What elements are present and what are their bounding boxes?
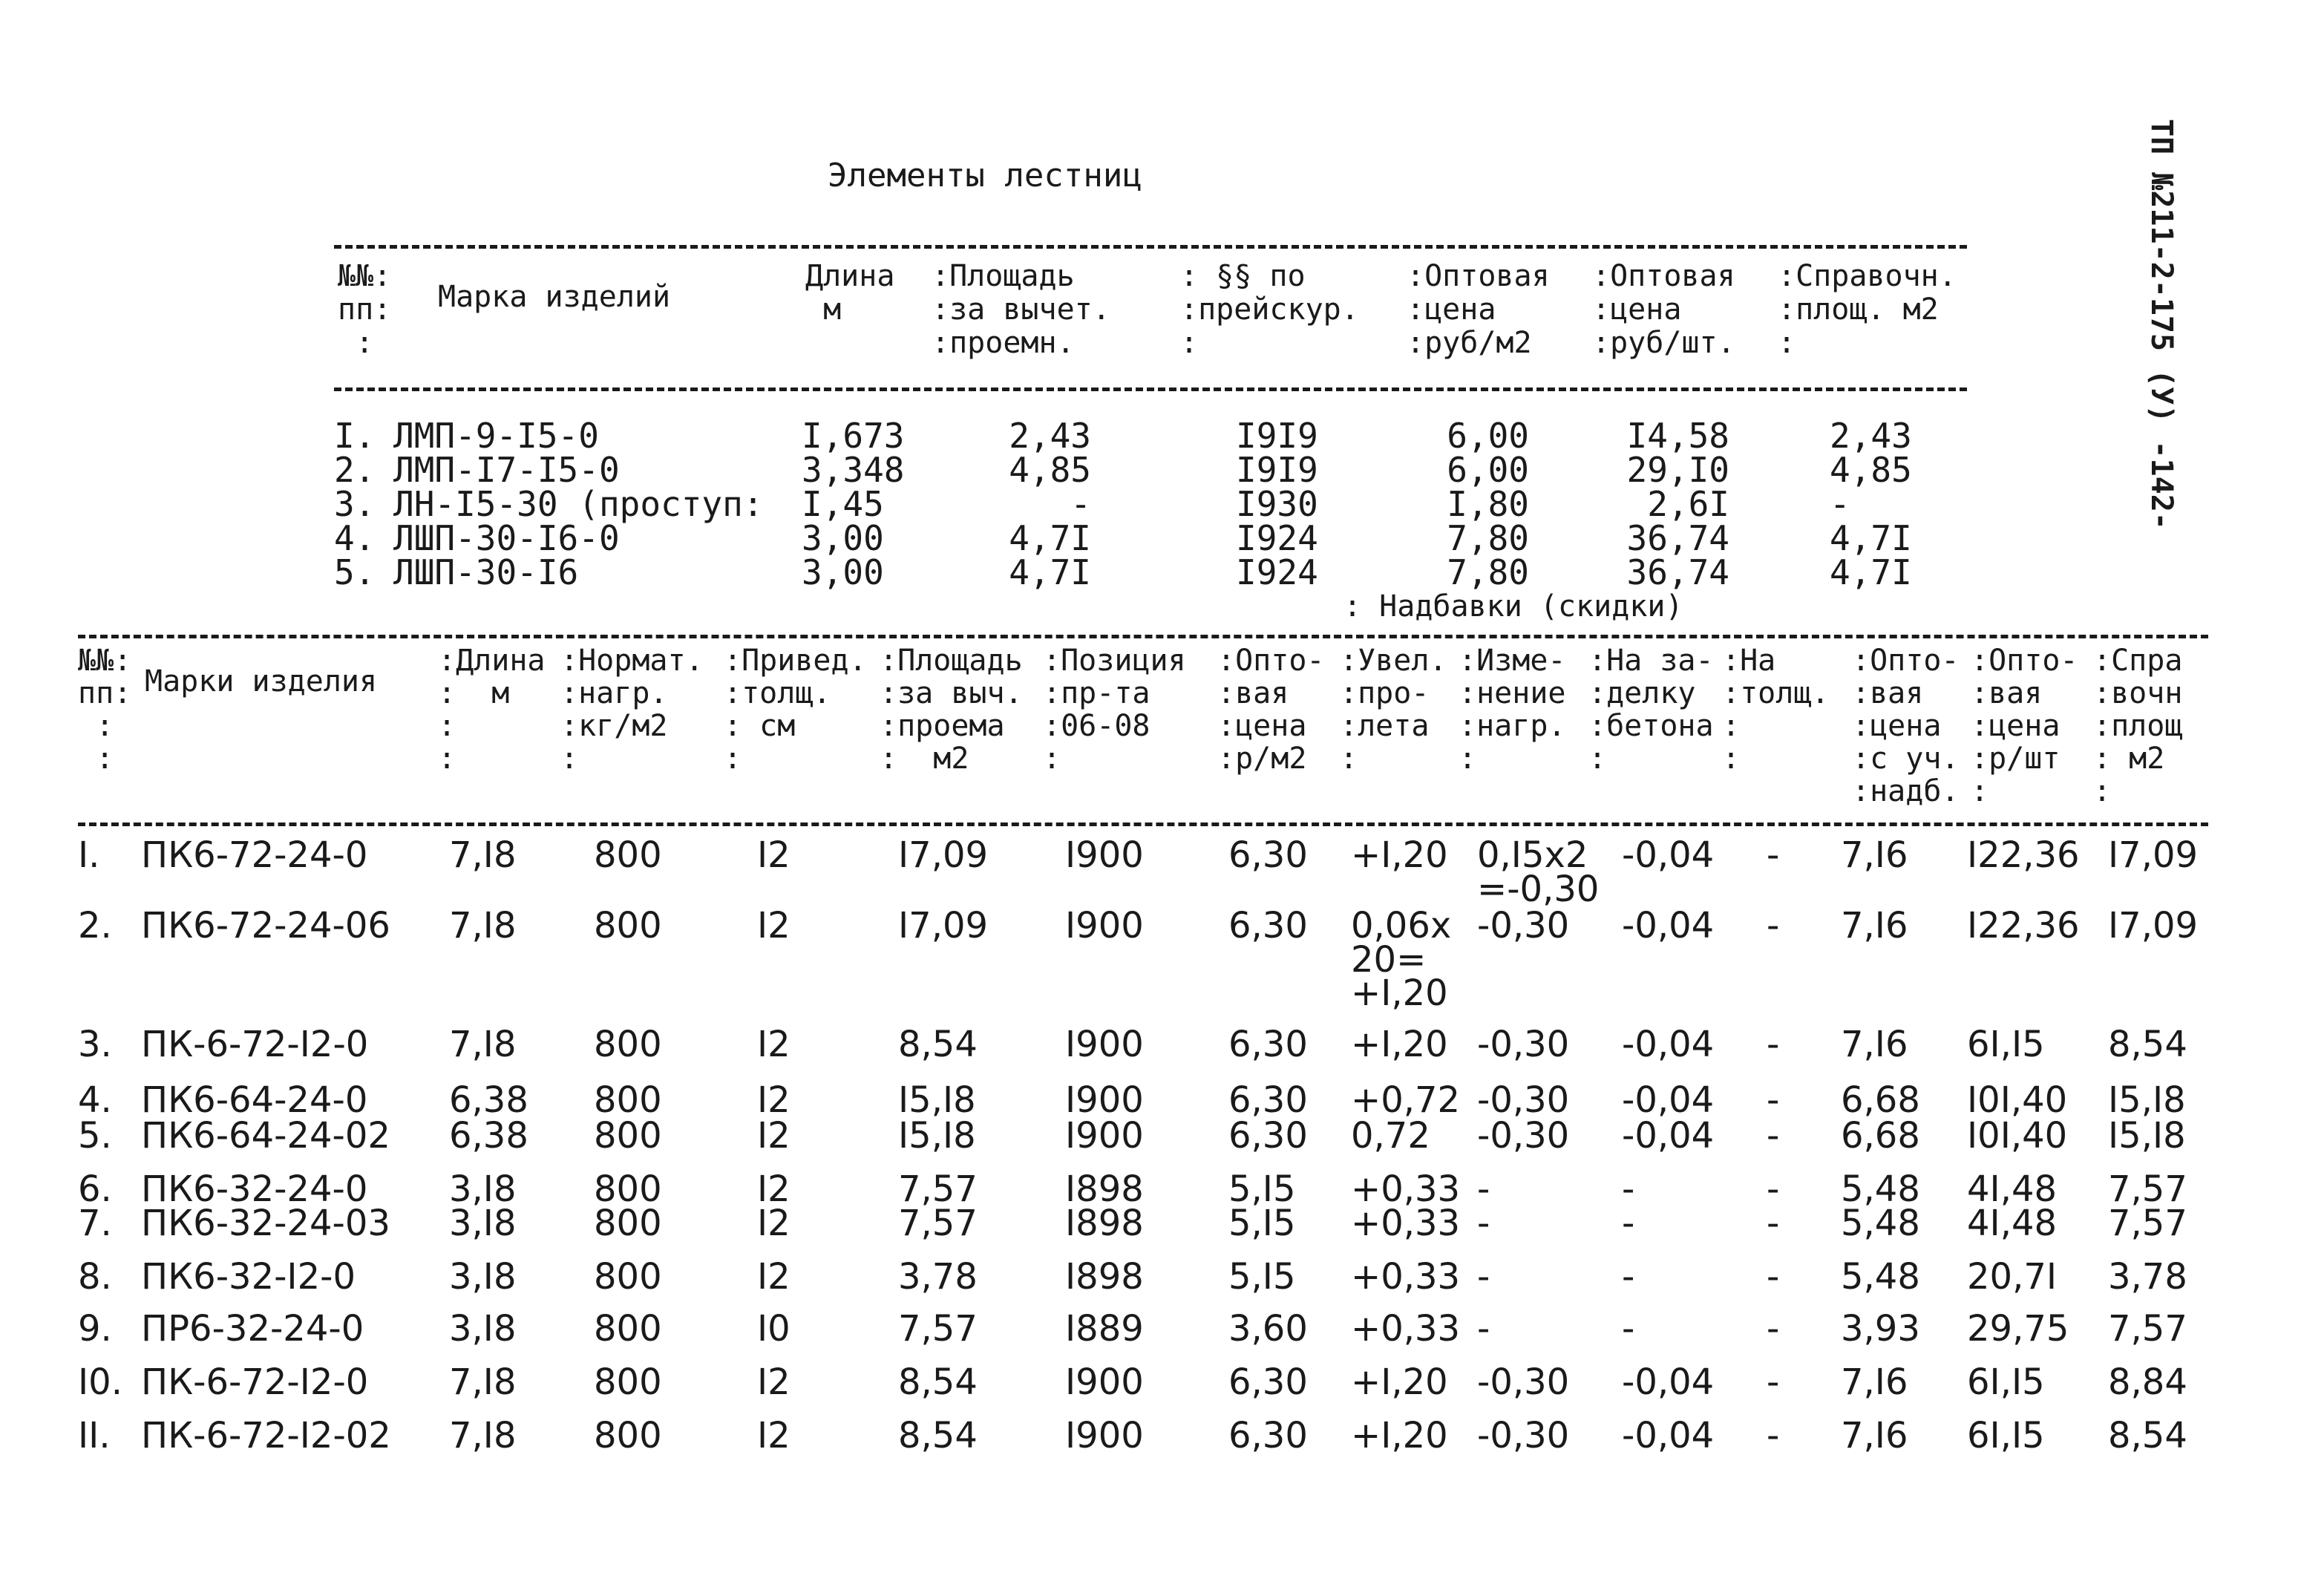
t2-cell-thickness: I2 [757, 905, 791, 946]
t2-cell-load: 800 [594, 1308, 662, 1350]
t2-cell-thick: - [1767, 1308, 1780, 1350]
t2-cell-price-pc: 4I,48 [1967, 1168, 2058, 1210]
t2-cell-area: 3,78 [898, 1256, 978, 1298]
t2-cell-ref-area: 7,57 [2108, 1168, 2187, 1210]
t2-cell-load: 800 [594, 1168, 662, 1210]
t2-cell-load-change: 0,I5x2 =-0,30 [1477, 834, 1600, 910]
t2-cell-price: 5,I5 [1228, 1256, 1296, 1298]
col2-price-pc: :Опто- :вая :цена :р/шт : [1971, 644, 2078, 808]
t2-cell-num: 7. [78, 1203, 112, 1244]
t2-cell-load-change: - [1477, 1168, 1490, 1210]
t2-cell-price-adj: 5,48 [1841, 1168, 1920, 1210]
t1-cell-price-m2: 6,00 [1447, 450, 1529, 490]
t2-cell-ref-area: I7,09 [2108, 905, 2199, 946]
t2-cell-num: 8. [78, 1256, 112, 1298]
t1-cell-price-m2: I,80 [1447, 484, 1529, 524]
t1-cell-price-m2: 7,80 [1447, 518, 1529, 558]
t2-cell-thick: - [1767, 834, 1780, 876]
t2-cell-ref-area: I5,I8 [2108, 1079, 2186, 1121]
t2-cell-length: 6,38 [449, 1079, 528, 1121]
t2-cell-mark: ПК-6-72-I2-02 [141, 1415, 391, 1456]
t1-cell-area: 4,7I [1009, 518, 1091, 558]
t2-cell-load: 800 [594, 905, 662, 946]
t1-cell-paragraph: I930 [1236, 484, 1318, 524]
t2-cell-num: II. [78, 1415, 111, 1456]
col2-span: :Увел. :про- :лета : [1340, 644, 1447, 776]
t2-cell-load: 800 [594, 1079, 662, 1121]
col-mark: Марка изделий [438, 280, 671, 314]
page-title: Элементы лестниц [828, 157, 1142, 194]
t1-cell-paragraph: I9I9 [1236, 450, 1318, 490]
col2-length: :Длина : м : : [438, 644, 546, 776]
t1-cell-length: 3,00 [802, 552, 884, 592]
t1-cell-area: - [1070, 484, 1091, 524]
t2-cell-span: 0,06x 20= +I,20 [1351, 905, 1452, 1015]
t2-cell-num: 3. [78, 1024, 112, 1065]
t2-cell-length: 6,38 [449, 1115, 528, 1157]
t2-cell-num: 4. [78, 1079, 112, 1121]
t2-cell-thick: - [1767, 1256, 1780, 1298]
t2-cell-area: I7,09 [898, 834, 989, 876]
t2-cell-length: 7,I8 [449, 834, 517, 876]
t2-cell-thickness: I2 [757, 1024, 791, 1065]
t2-cell-position: I900 [1065, 1079, 1144, 1121]
t2-cell-area: 7,57 [898, 1308, 978, 1350]
t1-cell-ref-area: 4,7I [1830, 518, 1912, 558]
t1-cell-ref-area: 4,85 [1830, 450, 1912, 490]
t2-cell-price-adj: 7,I6 [1841, 1024, 1908, 1065]
t1-cell-paragraph: I9I9 [1236, 416, 1318, 456]
t2-cell-mark: ПР6-32-24-0 [141, 1308, 364, 1350]
t2-cell-load: 800 [594, 1361, 662, 1403]
t1-cell-num: 3. [334, 484, 376, 524]
t2-cell-price: 5,I5 [1228, 1203, 1296, 1244]
t2-cell-price: 3,60 [1228, 1308, 1308, 1350]
t2-cell-load-change: -0,30 [1477, 1079, 1570, 1121]
t2-cell-concrete: -0,04 [1622, 905, 1715, 946]
t2-cell-price-pc: I0I,40 [1967, 1115, 2068, 1157]
t1-cell-mark: ЛШП-30-I6 [393, 552, 579, 592]
t2-cell-price-pc: 6I,I5 [1967, 1024, 2045, 1065]
t2-cell-load: 800 [594, 1115, 662, 1157]
t2-cell-position: I900 [1065, 1115, 1144, 1157]
t2-cell-length: 3,I8 [449, 1203, 517, 1244]
t2-cell-price-pc: 29,75 [1967, 1308, 2069, 1350]
t2-cell-thickness: I2 [757, 834, 791, 876]
document-code: ТП №211-2-175 (У) -142- [2144, 119, 2179, 530]
t1-cell-price-pc: 29,I0 [1626, 450, 1729, 490]
t2-cell-position: I900 [1065, 834, 1144, 876]
t2-cell-thickness: I2 [757, 1415, 791, 1456]
t1-cell-length: I,673 [802, 416, 905, 456]
t2-cell-mark: ПК6-72-24-06 [141, 905, 390, 946]
t2-cell-load-change: -0,30 [1477, 1115, 1570, 1157]
t2-cell-price-adj: 7,I6 [1841, 834, 1908, 876]
t2-cell-concrete: - [1622, 1203, 1635, 1244]
t1-cell-price-m2: 6,00 [1447, 416, 1529, 456]
t2-cell-price-adj: 7,I6 [1841, 1361, 1908, 1403]
t2-cell-price-pc: I22,36 [1967, 905, 2080, 946]
t2-cell-load: 800 [594, 834, 662, 876]
t2-cell-price: 6,30 [1228, 1361, 1308, 1403]
t2-cell-area: I7,09 [898, 905, 989, 946]
t2-cell-num: 5. [78, 1115, 112, 1157]
t1-cell-length: 3,348 [802, 450, 905, 490]
t2-cell-concrete: -0,04 [1622, 1115, 1715, 1157]
t2-cell-price-pc: I22,36 [1967, 834, 2080, 876]
t2-cell-thick: - [1767, 1115, 1780, 1157]
col2-thickness: :Привед. :толщ. : см : [724, 644, 867, 776]
t2-cell-span: +0,33 [1351, 1308, 1461, 1350]
t2-cell-mark: ПК6-32-I2-0 [141, 1256, 356, 1298]
t2-cell-thickness: I2 [757, 1168, 791, 1210]
t2-cell-position: I900 [1065, 1024, 1144, 1065]
t2-cell-price-pc: 6I,I5 [1967, 1361, 2045, 1403]
t1-cell-ref-area: - [1830, 484, 1850, 524]
t1-cell-paragraph: I924 [1236, 552, 1318, 592]
t2-cell-length: 7,I8 [449, 1361, 517, 1403]
t2-cell-area: I5,I8 [898, 1079, 976, 1121]
t2-cell-load: 800 [594, 1203, 662, 1244]
t2-cell-concrete: -0,04 [1622, 1415, 1715, 1456]
t1-cell-ref-area: 4,7I [1830, 552, 1912, 592]
t2-cell-price-adj: 5,48 [1841, 1256, 1920, 1298]
t2-cell-load-change: -0,30 [1477, 1024, 1570, 1065]
t2-cell-thick: - [1767, 1168, 1780, 1210]
t2-cell-area: 8,54 [898, 1361, 978, 1403]
t2-cell-mark: ПК6-64-24-02 [141, 1115, 390, 1157]
t2-cell-load-change: - [1477, 1203, 1490, 1244]
t2-cell-span: +I,20 [1351, 1024, 1448, 1065]
t2-cell-concrete: - [1622, 1168, 1635, 1210]
t2-cell-load: 800 [594, 1415, 662, 1456]
t2-cell-price-pc: 4I,48 [1967, 1203, 2058, 1244]
col-paragraph: : §§ по :прейскур. : [1180, 259, 1359, 360]
t2-cell-concrete: -0,04 [1622, 1024, 1715, 1065]
t2-cell-thick: - [1767, 1361, 1780, 1403]
table1-top-rule [334, 245, 1967, 249]
t1-cell-area: 4,85 [1009, 450, 1091, 490]
col2-position: :Позиция :пр-та :06-08 : [1043, 644, 1186, 776]
t1-cell-length: 3,00 [802, 518, 884, 558]
t2-cell-span: +I,20 [1351, 834, 1448, 876]
surcharges-label: : Надбавки (скидки) [1343, 589, 1683, 624]
col-area: :Площадь :за вычет. :проемн. [932, 259, 1110, 360]
col2-price-adj: :Опто- :вая :цена :с уч. :надб. [1852, 644, 1960, 808]
t2-cell-ref-area: I7,09 [2108, 834, 2199, 876]
t2-cell-area: 7,57 [898, 1203, 978, 1244]
col-price-m2: :Оптовая :цена :руб/м2 [1407, 259, 1550, 360]
t2-cell-length: 3,I8 [449, 1256, 517, 1298]
t2-cell-position: I900 [1065, 905, 1144, 946]
t2-cell-length: 3,I8 [449, 1308, 517, 1350]
t2-cell-thickness: I2 [757, 1361, 791, 1403]
t2-cell-ref-area: 8,84 [2108, 1361, 2187, 1403]
t2-cell-price-adj: 7,I6 [1841, 1415, 1908, 1456]
col2-load: :Нормат. :нагр. :кг/м2 : [560, 644, 704, 776]
t2-cell-thickness: I2 [757, 1203, 791, 1244]
t1-cell-price-pc: 36,74 [1626, 552, 1729, 592]
t2-cell-price-adj: 6,68 [1841, 1079, 1920, 1121]
t1-cell-num: 5. [334, 552, 376, 592]
t1-cell-price-pc: 2,6I [1647, 484, 1729, 524]
t1-cell-price-pc: 36,74 [1626, 518, 1729, 558]
t2-cell-price-pc: I0I,40 [1967, 1079, 2068, 1121]
t2-cell-mark: ПК-6-72-I2-0 [141, 1024, 369, 1065]
col2-area: :Площадь :за выч. :проема : м2 [880, 644, 1023, 776]
t2-cell-area: 7,57 [898, 1168, 978, 1210]
col2-ref-area: :Спра :вочн :площ : м2 : [2093, 644, 2183, 808]
col-length: Длина м [805, 259, 895, 327]
t2-cell-mark: ПК6-32-24-0 [141, 1168, 368, 1210]
t2-cell-span: +I,20 [1351, 1415, 1448, 1456]
t2-cell-load-change: -0,30 [1477, 1361, 1570, 1403]
table2-header-rule [78, 822, 2208, 826]
t2-cell-ref-area: 7,57 [2108, 1203, 2187, 1244]
t2-cell-price-pc: 20,7I [1967, 1256, 2058, 1298]
t2-cell-concrete: -0,04 [1622, 834, 1715, 876]
t2-cell-price: 6,30 [1228, 1115, 1308, 1157]
t2-cell-ref-area: 8,54 [2108, 1024, 2187, 1065]
col-price-pc: :Оптовая :цена :руб/шт. [1592, 259, 1735, 360]
col2-thick: :На :толщ. : : [1722, 644, 1830, 776]
t2-cell-mark: ПК6-72-24-0 [141, 834, 368, 876]
col2-num: №№: пп: : : [78, 644, 132, 776]
t2-cell-price: 6,30 [1228, 1079, 1308, 1121]
t2-cell-mark: ПК-6-72-I2-0 [141, 1361, 369, 1403]
t2-cell-num: 9. [78, 1308, 112, 1350]
t2-cell-length: 3,I8 [449, 1168, 517, 1210]
t2-cell-ref-area: 7,57 [2108, 1308, 2187, 1350]
t1-cell-mark: ЛМП-I7-I5-0 [393, 450, 620, 490]
t2-cell-concrete: - [1622, 1256, 1635, 1298]
t2-cell-position: I900 [1065, 1361, 1144, 1403]
t2-cell-area: 8,54 [898, 1415, 978, 1456]
col-num: №№: пп: : [338, 259, 392, 360]
t2-cell-load: 800 [594, 1024, 662, 1065]
t2-cell-concrete: - [1622, 1308, 1635, 1350]
t2-cell-load-change: - [1477, 1308, 1490, 1350]
t2-cell-position: I898 [1065, 1256, 1144, 1298]
col-ref-area: :Справочн. :площ. м2 : [1778, 259, 1957, 360]
t2-cell-span: +0,33 [1351, 1168, 1461, 1210]
t2-cell-position: I889 [1065, 1308, 1144, 1350]
t2-cell-num: 6. [78, 1168, 112, 1210]
t1-cell-area: 4,7I [1009, 552, 1091, 592]
col2-load-change: :Изме- :нение :нагр. : [1459, 644, 1566, 776]
t2-cell-area: 8,54 [898, 1024, 978, 1065]
t2-cell-thick: - [1767, 1203, 1780, 1244]
t2-cell-thickness: I2 [757, 1079, 791, 1121]
t2-cell-ref-area: I5,I8 [2108, 1115, 2186, 1157]
t2-cell-price: 6,30 [1228, 834, 1308, 876]
t1-cell-area: 2,43 [1009, 416, 1091, 456]
t2-cell-ref-area: 8,54 [2108, 1415, 2187, 1456]
t2-cell-concrete: -0,04 [1622, 1079, 1715, 1121]
t2-cell-length: 7,I8 [449, 1415, 517, 1456]
t1-cell-num: 2. [334, 450, 376, 490]
t1-cell-ref-area: 2,43 [1830, 416, 1912, 456]
t2-cell-span: 0,72 [1351, 1115, 1430, 1157]
t2-cell-price-adj: 3,93 [1841, 1308, 1920, 1350]
t2-cell-thick: - [1767, 1079, 1780, 1121]
t2-cell-position: I898 [1065, 1168, 1144, 1210]
t2-cell-thickness: I0 [757, 1308, 791, 1350]
t1-cell-mark: ЛН-I5-30 (проступ: [393, 484, 764, 524]
t2-cell-load-change: -0,30 [1477, 1415, 1570, 1456]
t2-cell-thick: - [1767, 905, 1780, 946]
t2-cell-price: 5,I5 [1228, 1168, 1296, 1210]
t2-cell-price-pc: 6I,I5 [1967, 1415, 2045, 1456]
t1-cell-num: I. [334, 416, 376, 456]
table2-top-rule [78, 635, 2208, 638]
t2-cell-span: +I,20 [1351, 1361, 1448, 1403]
t2-cell-num: 2. [78, 905, 112, 946]
t2-cell-num: I. [78, 834, 100, 876]
t2-cell-price: 6,30 [1228, 1415, 1308, 1456]
col2-mark: Марки изделия [145, 664, 378, 699]
t2-cell-concrete: -0,04 [1622, 1361, 1715, 1403]
t1-cell-paragraph: I924 [1236, 518, 1318, 558]
t2-cell-num: I0. [78, 1361, 122, 1403]
t2-cell-price-adj: 7,I6 [1841, 905, 1908, 946]
t2-cell-price-adj: 5,48 [1841, 1203, 1920, 1244]
t2-cell-load: 800 [594, 1256, 662, 1298]
t2-cell-position: I898 [1065, 1203, 1144, 1244]
t2-cell-thickness: I2 [757, 1256, 791, 1298]
t2-cell-thickness: I2 [757, 1115, 791, 1157]
t2-cell-thick: - [1767, 1415, 1780, 1456]
t2-cell-length: 7,I8 [449, 1024, 517, 1065]
t2-cell-area: I5,I8 [898, 1115, 976, 1157]
t2-cell-price-adj: 6,68 [1841, 1115, 1920, 1157]
table1-header-rule [334, 387, 1967, 391]
t1-cell-num: 4. [334, 518, 376, 558]
col2-concrete: :На за- :делку :бетона : [1588, 644, 1714, 776]
t2-cell-span: +0,72 [1351, 1079, 1461, 1121]
t1-cell-mark: ЛШП-30-I6-0 [393, 518, 620, 558]
col2-price: :Опто- :вая :цена :р/м2 [1217, 644, 1325, 776]
t2-cell-span: +0,33 [1351, 1256, 1461, 1298]
t2-cell-price: 6,30 [1228, 1024, 1308, 1065]
t1-cell-mark: ЛМП-9-I5-0 [393, 416, 599, 456]
t1-cell-length: I,45 [802, 484, 884, 524]
t1-cell-price-m2: 7,80 [1447, 552, 1529, 592]
t2-cell-mark: ПК6-64-24-0 [141, 1079, 368, 1121]
t2-cell-load-change: - [1477, 1256, 1490, 1298]
t2-cell-position: I900 [1065, 1415, 1144, 1456]
t2-cell-ref-area: 3,78 [2108, 1256, 2187, 1298]
t2-cell-thick: - [1767, 1024, 1780, 1065]
t2-cell-mark: ПК6-32-24-03 [141, 1203, 390, 1244]
t2-cell-span: +0,33 [1351, 1203, 1461, 1244]
t2-cell-load-change: -0,30 [1477, 905, 1570, 946]
t2-cell-length: 7,I8 [449, 905, 517, 946]
t2-cell-price: 6,30 [1228, 905, 1308, 946]
t1-cell-price-pc: I4,58 [1626, 416, 1729, 456]
